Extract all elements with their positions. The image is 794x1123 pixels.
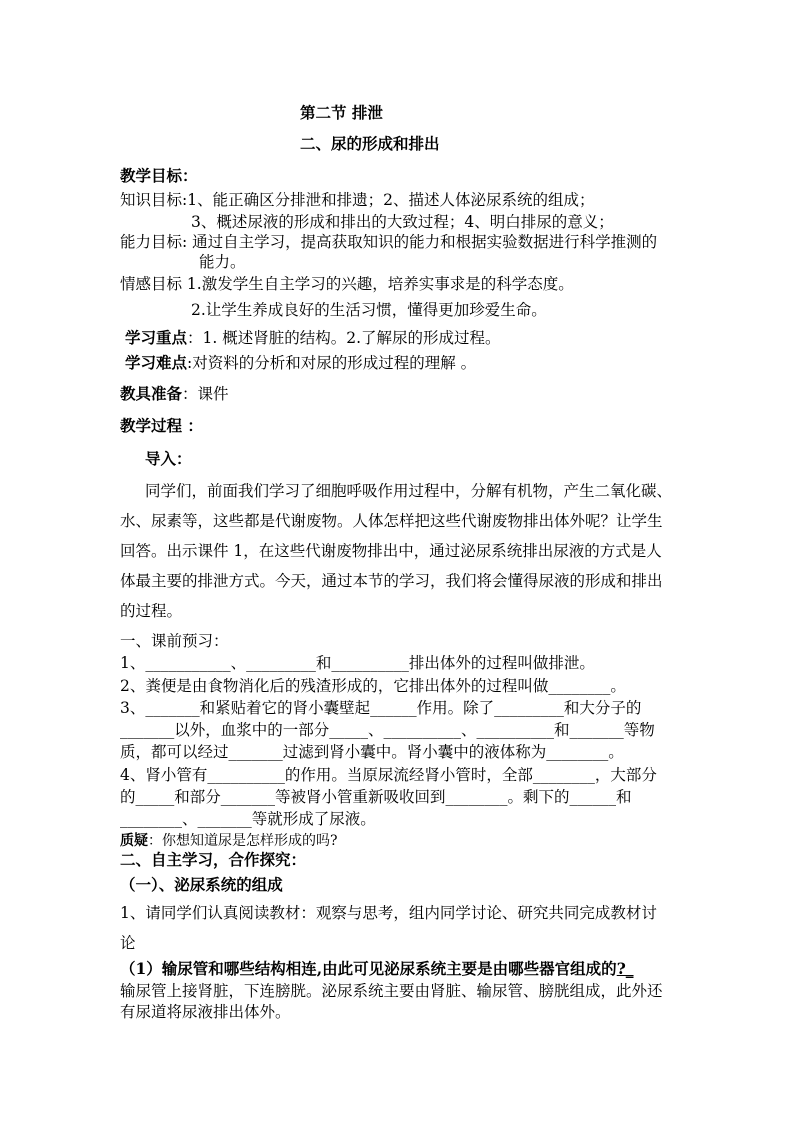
emotion-goal-line-1: 情感目标 1.激发学生自主学习的兴趣，培养实事求是的科学态度。 (120, 275, 574, 293)
preview-question-4-line-1: 4、肾小管有__________的作用。当原尿流经肾小管时，全部________，大部分 (120, 766, 657, 784)
answer-line-2: 有尿道将尿液排出体外。 (120, 1003, 291, 1021)
teaching-aids (120, 384, 229, 404)
question-prompt-label: 质疑 (120, 833, 148, 849)
goals-heading: 教学目标： (120, 166, 198, 185)
section-2-heading: 二、自主学习，合作探究： (120, 850, 307, 869)
key-points (125, 328, 501, 348)
ability-goal-line-1: 能力目标: 通过自主学习，提高获取知识的能力和根据实验数据进行科学推测的 (120, 233, 658, 251)
question-prompt-text: ：你想知道尿是怎样形成的吗? (148, 833, 338, 849)
key-points-label: 学习重点 (125, 328, 188, 347)
section-2-subheading: （一）、泌尿系统的组成 (120, 875, 283, 894)
intro-line-3: 回答。出示课件 1，在这些代谢废物排出中，通过泌尿系统排出尿液的方式是人 (120, 542, 662, 560)
lesson-subtitle: 二、尿的形成和排出 (300, 134, 440, 153)
ability-goal-line-2: 能力。 (199, 253, 246, 271)
emotion-goal-line-2: 2.让学生养成良好的生活习惯，懂得更加珍爱生命。 (191, 301, 547, 319)
section-title: 第二节 排泄 (300, 103, 383, 122)
difficulties-label: 学习难点 (125, 353, 188, 372)
section-2-paragraph-line-2: 论 (120, 934, 136, 952)
difficulties-text: :对资料的分析和对尿的形成过程的理解 。 (187, 354, 477, 372)
preview-question-4-line-3: ________、_______等就形成了尿液。 (120, 810, 376, 828)
preview-question-3-line-3: 质，都可以经过_______过滤到肾小囊中。肾小囊中的液体称为________。 (120, 743, 624, 761)
difficulties (125, 353, 476, 373)
preview-heading: 一、课前预习： (120, 632, 229, 650)
process-heading: 教学过程 ： (120, 416, 203, 435)
discussion-question-1 (120, 959, 634, 979)
preview-question-3-line-1: 3、_______和紧贴着它的肾小囊壁起______作用。除了_________和大分子的 (120, 699, 642, 717)
intro-line-5: 的过程。 (120, 602, 183, 620)
intro-line-4: 体最主要的排泄方式。今天，通过本节的学习，我们将会懂得尿液的形成和排出 (120, 572, 663, 590)
discussion-question-1-mark: ?_ (616, 959, 634, 978)
teaching-aids-text: ：课件 (182, 385, 229, 403)
teaching-aids-label: 教具准备 (120, 384, 183, 403)
intro-heading: 导入： (145, 449, 192, 468)
preview-question-1: 1、___________、_________和__________排出体外的过程叫做排泄。 (120, 654, 595, 672)
answer-line-1: 输尿管上接肾脏，下连膀胱。泌尿系统主要由肾脏、输尿管、膀胱组成，此外还 (120, 982, 663, 1000)
question-prompt (120, 831, 338, 851)
knowledge-goal-line-1: 知识目标:1、能正确区分排泄和排遗；2、描述人体泌尿系统的组成； (120, 191, 595, 209)
key-points-text: ：1. 概述肾脏的结构。2.了解尿的形成过程。 (187, 329, 501, 347)
intro-line-2: 水、尿素等，这些都是代谢废物。人体怎样把这些代谢废物排出体外呢？让学生 (120, 512, 663, 530)
preview-question-2: 2、粪便是由食物消化后的残渣形成的，它排出体外的过程叫做________。 (120, 677, 626, 695)
section-2-paragraph-line-1: 1、请同学们认真阅读教材：观察与思考，组内同学讨论、研究共同完成教材讨 (120, 904, 657, 922)
intro-line-1: 同学们，前面我们学习了细胞呼吸作用过程中，分解有机物，产生二氧化碳、 (145, 482, 673, 500)
discussion-question-1-text: （1）输尿管和哪些结构相连,由此可见泌尿系统主要是由哪些器官组成的 (120, 959, 617, 978)
preview-question-3-line-2: _______以外，血浆中的一部分_____、__________、__________和_______等物 (120, 721, 655, 739)
preview-question-4-line-2: 的_____和部分_______等被肾小管重新吸收回到________。剩下的______和 (120, 788, 632, 806)
knowledge-goal-line-2: 3、概述尿液的形成和排出的大致过程；4、明白排尿的意义； (191, 213, 614, 231)
